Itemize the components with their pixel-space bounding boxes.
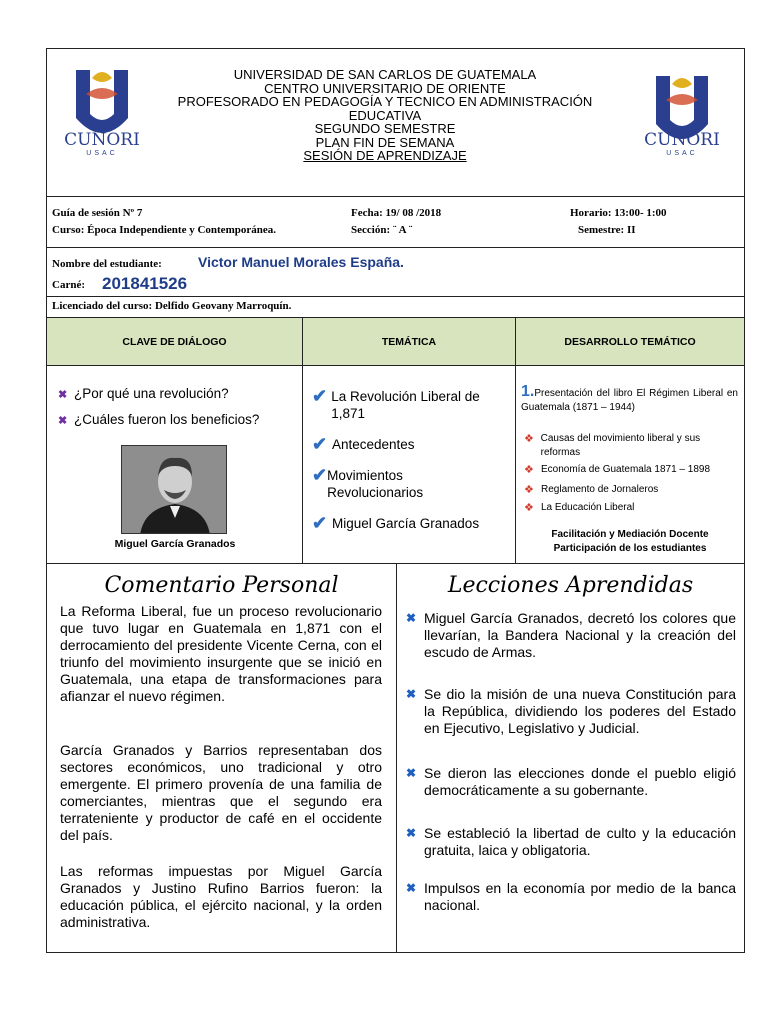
logo-subtext: USAC	[666, 150, 698, 157]
check-icon: ✔	[312, 513, 328, 533]
tematica-item: ✔ La Revolución Liberal de 1,871	[312, 386, 480, 421]
student-name: Victor Manuel Morales España.	[198, 254, 404, 270]
lecciones-title: Lecciones Aprendidas	[447, 573, 694, 598]
check-icon: ✔	[312, 434, 328, 454]
question-item: ✖ ¿Cuáles fueron los beneficios?	[58, 411, 298, 430]
header-line: PROFESORADO EN PEDAGOGÍA Y TECNICO EN ADMINISTRACIÓN	[177, 94, 593, 109]
diamond-bullet-icon: ❖	[524, 433, 534, 445]
col-header-desarrollo: DESARROLLO TEMÁTICO	[515, 317, 745, 366]
nombre-label: Nombre del estudiante:	[52, 258, 162, 270]
col-header-tematica: TEMÁTICA	[302, 317, 516, 366]
leccion-item: ✖ Impulsos en la economía por medio de la banca nacional.	[406, 880, 736, 913]
cunori-logo-right	[636, 70, 728, 170]
curso-text: Curso: Época Independiente y Contemporánea.	[52, 224, 276, 236]
leccion-item: ✖ Se estableció la libertad de culto y la educación gratuita, laica y obligatoria.	[406, 825, 736, 858]
header-line: UNIVERSIDAD DE SAN CARLOS DE GUATEMALA	[233, 67, 537, 82]
portrait-image	[121, 445, 227, 534]
header-text	[150, 68, 620, 163]
cross-bullet-icon: ✖	[406, 826, 417, 840]
tematica-item: ✔ Miguel García Granados	[312, 513, 480, 533]
check-icon: ✔	[312, 386, 328, 406]
cross-bullet-icon: ✖	[58, 389, 68, 401]
logo-text: CUNORI	[64, 130, 140, 150]
header-session-title: SESIÓN DE APRENDIZAJE	[303, 148, 467, 163]
guia-text: Guía de sesión Nº 7	[52, 207, 143, 219]
licenciado-text: Licenciado del curso: Delfido Geovany Marroquín.	[52, 300, 292, 312]
cunori-logo-left	[56, 64, 148, 164]
leccion-item: ✖ Se dieron las elecciones donde el pueblo eligió democráticamente a su gobernante.	[406, 765, 736, 798]
diamond-bullet-icon: ❖	[524, 484, 534, 496]
comentario-paragraph: Las reformas impuestas por Miguel García Granados y Justino Rufino Barrios fueron: la educación pública, el ejército nacional, y la orden administrativa.	[60, 863, 382, 930]
header-line: PLAN FIN DE SEMANA	[315, 134, 455, 150]
question-item: ✖ ¿Por qué una revolución?	[58, 385, 298, 404]
header-line: EDUCATIVA	[348, 107, 422, 123]
facilitacion-text: Facilitación y Mediación Docente	[551, 529, 709, 540]
horario-text: Horario: 13:00- 1:00	[570, 207, 667, 219]
carne-value: 201841526	[102, 274, 188, 293]
tematica-item: ✔ Movimientos Revolucionarios	[312, 465, 424, 500]
cross-bullet-icon: ✖	[406, 611, 417, 625]
check-icon: ✔	[312, 465, 328, 485]
desarrollo-item: ❖ Economía de Guatemala 1871 – 1898	[524, 464, 711, 476]
logo-text: CUNORI	[644, 130, 720, 150]
desarrollo-intro: 1.Presentación del libro El Régimen Liberal en Guatemala (1871 – 1944)	[521, 383, 738, 413]
desarrollo-item: ❖ Reglamento de Jornaleros	[524, 484, 659, 496]
portrait-figure	[122, 446, 227, 534]
cross-bullet-icon: ✖	[406, 766, 417, 780]
seccion-text: Sección: ¨ A ¨	[351, 224, 413, 236]
diamond-bullet-icon: ❖	[524, 464, 534, 476]
comentario-paragraph: García Granados y Barrios representaban dos sectores económicos, uno tradicional y otro emergente. El primero provenía de una familia de comerciantes, mientras que el segundo era terrateniente y productor de café en el occidente del país.	[60, 742, 382, 843]
participacion-text: Participación de los estudiantes	[553, 543, 707, 554]
tematica-item: ✔ Antecedentes	[312, 434, 415, 454]
semestre-text: Semestre: II	[578, 224, 636, 236]
desarrollo-item: ❖ La Educación Liberal	[524, 502, 635, 514]
diamond-bullet-icon: ❖	[524, 502, 534, 514]
comentario-paragraph: La Reforma Liberal, fue un proceso revolucionario que tuvo lugar en Guatemala en 1,871 con el derrocamiento del presidente Vicente Cerna, con el triunfo del movimiento insurgente que se inició en Guatemala, una etapa de transformaciones para afianzar el nuevo régimen.	[60, 603, 382, 704]
desarrollo-number: 1.	[521, 383, 535, 400]
comentario-title: Comentario Personal	[104, 573, 339, 598]
col-header-clave: CLAVE DE DIÁLOGO	[46, 317, 303, 366]
header-line: CENTRO UNIVERSITARIO DE ORIENTE	[264, 80, 506, 96]
header-line: SEGUNDO SEMESTRE	[314, 121, 456, 136]
cross-bullet-icon: ✖	[58, 415, 68, 427]
desarrollo-item: ❖ Causas del movimiento liberal y sus reformas	[524, 433, 701, 458]
logo-subtext: USAC	[86, 150, 118, 157]
cross-bullet-icon: ✖	[406, 881, 417, 895]
fecha-text: Fecha: 19/ 08 /2018	[351, 207, 442, 219]
info-row	[46, 196, 745, 248]
leccion-item: ✖ Miguel García Granados, decretó los colores que llevarían, la Bandera Nacional y la creación del escudo de Armas.	[406, 610, 736, 660]
portrait-caption: Miguel García Granados	[114, 538, 236, 550]
leccion-item: ✖ Se dio la misión de una nueva Constitución para la República, dividiendo los poderes del Estado en Ejecutivo, Legislativo y Judicial.	[406, 686, 736, 736]
carne-label: Carné:	[52, 279, 85, 291]
cross-bullet-icon: ✖	[406, 687, 417, 701]
